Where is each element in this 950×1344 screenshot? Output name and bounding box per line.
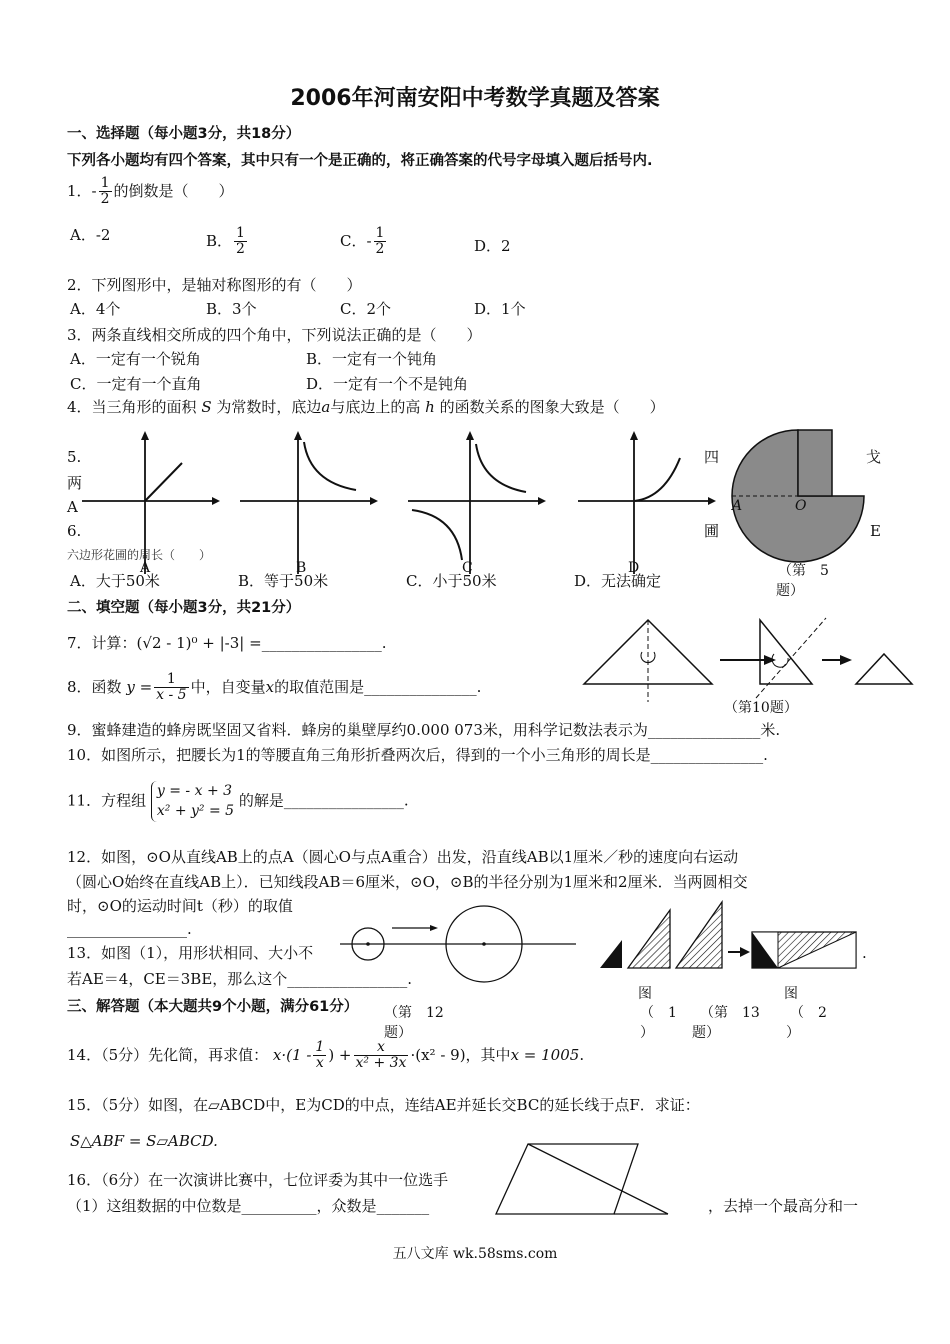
q6-option-d: D．无法确定: [574, 572, 662, 590]
question-8: 8．函数 y = $\frac{1}{x - 5}$ 中，自变量x的取值范围是_______________.: [67, 671, 482, 704]
question-13-line-2: 若AE＝4，CE＝3BE，那么这个________________.: [67, 970, 413, 988]
q5-fragment-right-4: E: [870, 522, 881, 540]
section-1-instruction: 下列各小题均有四个答案，其中只有一个是正确的，将正确答案的代号字母填入题后括号内.: [67, 153, 653, 169]
question-15-line-1: 15．（5分）如图，在▱ABCD中，E为CD的中点，连结AE并延长交BC的延长线于点F．求证：: [67, 1096, 700, 1114]
question-12-line-1: 12．如图，⊙O从直线AB上的点A（圆心O与点A重合）出发，沿直线AB以1厘米／秒的速度向右运动: [67, 848, 739, 866]
q4-graph-c: [404, 428, 544, 578]
q13-right-dot: .: [862, 944, 867, 962]
q12-caption-2: 题）: [384, 1025, 412, 1041]
q1-option-b: B． $\frac{1}{2}$: [206, 225, 245, 258]
q2-option-d: D．1个: [474, 300, 526, 318]
q5-figure-label-o: O: [795, 498, 807, 514]
question-12-line-4: ________________.: [67, 920, 192, 938]
q13-fig1-close: ）: [640, 1025, 654, 1041]
q4-graph-a-label: A: [140, 560, 151, 576]
q3-option-c: C．一定有一个直角: [70, 375, 202, 393]
q13-figure-triangles: [596, 898, 866, 974]
question-16-line-2-end: ，去掉一个最高分和一: [708, 1197, 859, 1215]
q12-caption-1: （第 12: [384, 1005, 444, 1021]
q1-option-d: D．2: [474, 237, 511, 255]
question-13-line-1: 13．如图（1），用形状相同、大小不: [67, 944, 314, 962]
question-2-stem: 2．下列图形中，是轴对称图形的有（ ）: [67, 276, 362, 294]
q13-fig1-label: 图: [638, 986, 652, 1002]
question-4-stem: 4．当三角形的面积 S 为常数时，底边a与底边上的高 h 的函数关系的图象大致是（ ）: [67, 398, 665, 416]
q3-option-b: B．一定有一个钝角: [306, 350, 438, 368]
q13-fig1-number: （ 1: [640, 1005, 677, 1021]
q4-graph-d: [574, 428, 714, 578]
q13-fig2-close: ）: [786, 1025, 800, 1041]
q3-option-a: A．一定有一个锐角: [70, 350, 201, 368]
q6-number: 6.: [67, 522, 82, 540]
question-14: 14．（5分）先化简，再求值： x·(1 - $\frac{1}{x}$ ) + $\frac{x}{\text{x² + 3x}}$ ·(x² - 9)，其中x = 1005.: [67, 1039, 585, 1072]
q13-fig2-number: （ 2: [790, 1005, 827, 1021]
question-11: 11．方程组 y = - x + 3 x² + y² = 5 的解是________________.: [67, 781, 409, 822]
question-3-stem: 3．两条直线相交所成的四个角中，下列说法正确的是（ ）: [67, 326, 482, 344]
q5-figure-label-a: A: [732, 498, 743, 514]
q2-option-a: A．4个: [70, 300, 121, 318]
q5-fragment-right-2: 戈: [866, 448, 882, 466]
q5-caption-1: （第 5: [778, 563, 829, 579]
q13-caption-2: 题）: [692, 1025, 720, 1041]
q10-caption: （第10题）: [724, 700, 798, 716]
question-16-line-1: 16．（6分）在一次演讲比赛中，七位评委为其中一位选手: [67, 1171, 449, 1189]
q4-graph-d-label: D: [628, 560, 640, 576]
q13-fig2-label: 图: [784, 986, 798, 1002]
q4-graph-b: [236, 428, 376, 578]
question-12-line-3: 时，⊙O的运动时间t（秒）的取值: [67, 897, 293, 915]
question-12-line-2: （圆心O始终在直线AB上）．已知线段AB＝6厘米，⊙O，⊙B的半径分别为1厘米和2厘米．当两圆相交: [67, 873, 748, 891]
q2-option-c: C．2个: [340, 300, 392, 318]
page-title: 2006年河南安阳中考数学真题及答案: [290, 86, 660, 111]
q15-figure-parallelogram: [492, 1140, 672, 1220]
q6-option-b: B．等于50米: [238, 572, 329, 590]
q6-option-a: A．大于50米: [70, 572, 160, 590]
q13-caption-1: （第 13: [700, 1005, 760, 1021]
section-3-heading: 三、解答题（本大题共9个小题，满分61分）: [67, 999, 359, 1015]
q5-number: 5.: [67, 448, 82, 466]
question-7: 7．计算：(√2 - 1)⁰ + |-3| =________________.: [67, 634, 387, 652]
question-15-line-2: S△ABF = S▱ABCD.: [70, 1132, 218, 1150]
q5-caption-2: 题）: [776, 583, 804, 599]
question-16-line-2: （1）这组数据的中位数是__________，众数是_______: [67, 1197, 430, 1215]
question-10: 10．如图所示，把腰长为1的等腰直角三角形折叠两次后，得到的一个小三角形的周长是_______________.: [67, 746, 768, 764]
question-1-stem: 1．- $\frac{1}{2}$ 的倒数是（ ）: [67, 175, 234, 208]
q5-fragment-left-2: A: [67, 498, 78, 516]
q4-graph-c-label: C: [462, 560, 473, 576]
q5-figure-sector: [728, 426, 878, 566]
q4-graph-a: [78, 428, 218, 578]
q5-fragment-right-3: 圃: [704, 522, 720, 540]
q6-option-c: C．小于50米: [406, 572, 497, 590]
q10-figure-folding: [580, 614, 920, 704]
q1-option-c: C．- $\frac{1}{2}$: [340, 225, 385, 258]
question-9: 9．蜜蜂建造的蜂房既坚固又省料．蜂房的巢壁厚约0.000 073米，用科学记数法表示为_______________米.: [67, 721, 781, 739]
q6-fragment: 六边形花圃的周长（ ）: [67, 548, 212, 562]
section-2-heading: 二、填空题（每小题3分，共21分）: [67, 600, 301, 616]
q1-option-a: A．-2: [70, 226, 111, 244]
footer-watermark: 五八文库 wk.58sms.com: [392, 1246, 558, 1262]
q5-fragment-right-1: 四: [704, 448, 720, 466]
q2-option-b: B．3个: [206, 300, 257, 318]
q3-option-d: D．一定有一个不是钝角: [306, 375, 469, 393]
q4-graph-b-label: B: [296, 560, 307, 576]
q5-fragment-left-1: 两: [67, 474, 83, 492]
section-1-heading: 一、选择题（每小题3分，共18分）: [67, 126, 301, 142]
